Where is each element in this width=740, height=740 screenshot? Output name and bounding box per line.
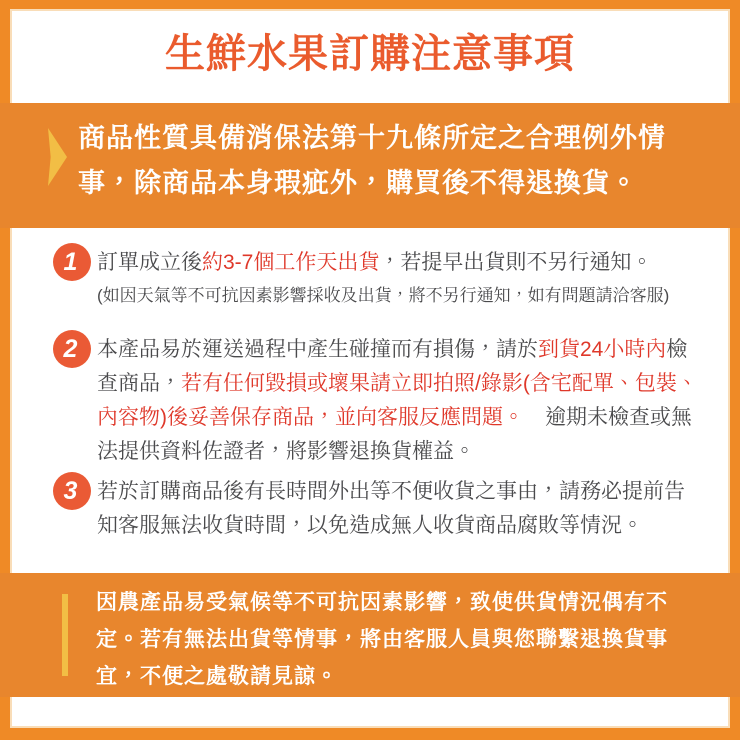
note-number-badge: 3 [53,472,91,510]
arrow-right-icon [48,128,67,186]
vertical-bar-icon [62,594,68,676]
text-segment: 訂單成立後 [97,251,202,274]
text-segment: 若於訂購商品後有長時間外出等不便收貨之事由，請務必提前告知客服無法收貨時間，以免造成無人收貨商品腐敗等情況。 [97,480,685,537]
note-text [97,333,702,469]
note-item-1 [53,246,702,310]
text-segment: 逾期未檢查或無法提供資料佐證者，將影響退換貨權益。 [97,406,692,463]
text-segment: 本產品易於運送過程中產生碰撞而有損傷，請於 [97,338,538,361]
note-text [97,475,702,543]
policy-banner-text: 商品性質具備消保法第十九條所定之合理例外情事，除商品本身瑕疵外，購買後不得退換貨。 [78,123,666,198]
text-segment-highlight: 若有任何毀損或壞果請立即拍照/錄影(含宅配單、包裝、內容物)後妥善保存商品，並向客服反應問題。 [97,372,698,429]
note-item-3 [53,475,702,543]
supply-banner-text: 因農產品易受氣候等不可抗因素影響，致使供貨情況偶有不定。若有無法出貨等情事，將由客服人員與您聯繫退換貨事宜，不便之處敬請見諒。 [96,591,668,688]
note-item-2 [53,333,702,469]
note-subnote: (如因天氣等不可抗因素影響採收及出貨，將不另行通知，如有問題請洽客服) [97,286,670,305]
page-title: 生鮮水果訂購注意事項 [165,32,575,76]
supply-banner [0,573,740,697]
note-body [97,333,702,469]
note-body [97,246,702,310]
text-segment-highlight: 約3-7個工作天出貨 [202,251,380,274]
text-segment: 檢查商品， [97,338,688,395]
note-text [97,246,702,280]
note-number-badge: 2 [53,330,91,368]
text-segment: ，若提早出貨則不另行通知。 [379,251,653,274]
note-body [97,475,702,543]
text-segment-highlight: 到貨24小時內 [538,338,667,361]
note-number-badge: 1 [53,243,91,281]
policy-banner [0,103,740,228]
